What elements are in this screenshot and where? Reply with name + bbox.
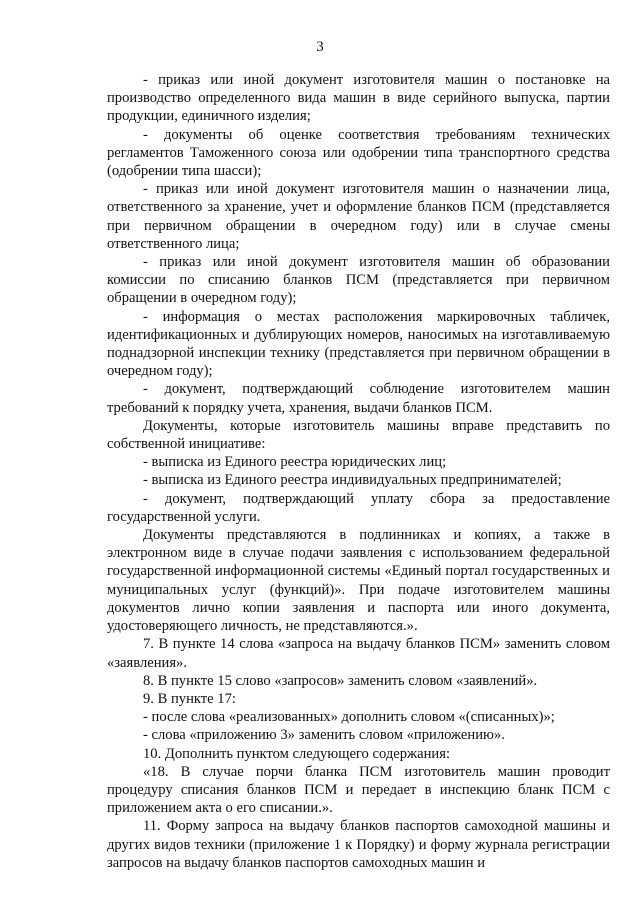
paragraph: 10. Дополнить пунктом следующего содержания: xyxy=(143,745,450,762)
paragraph: 9. В пункте 17: xyxy=(143,690,236,707)
paragraph: - после слова «реализованных» дополнить словом «(списанных)»; xyxy=(143,709,555,726)
paragraph: «18. В случае порчи бланка ПСМ изготовитель машин проводит процедуру списания бланков ПСМ и передает в инспекцию бланк ПСМ с приложением акта о его списании.». xyxy=(107,763,610,817)
paragraph: - приказ или иной документ изготовителя машин о постановке на производство определенного вида машин в виде серийного выпуска, партии продукции, единичного изделия; xyxy=(107,72,610,125)
paragraph: - информация о местах расположения маркировочных табличек, идентификационных и дублирующих номеров, наносимых на изготавливаемую поднадзорной инспекции технику (представляется при первичном обращении в очередном году); xyxy=(107,308,610,380)
paragraph: - выписка из Единого реестра юридических лиц; xyxy=(143,454,447,471)
paragraph: - документ, подтверждающий соблюдение изготовителем машин требований к порядку учета, хранения, выдачи бланков ПСМ. xyxy=(107,381,610,416)
paragraph: - приказ или иной документ изготовителя машин об образовании комиссии по списанию бланков ПСМ (представляется при первичном обращении в очередном году); xyxy=(107,254,610,307)
paragraph: 7. В пункте 14 слова «запроса на выдачу бланков ПСМ» заменить словом «заявления». xyxy=(107,636,610,671)
paragraph: Документы, которые изготовитель машины вправе представить по собственной инициативе: xyxy=(107,417,610,453)
paragraph: - документы об оценке соответствия требованиям технических регламентов Таможенного союза или одобрении типа транспортного средства (одобрении типа шасси); xyxy=(107,126,610,180)
paragraph: 11. Форму запроса на выдачу бланков паспортов самоходной машины и других видов техники (приложение 1 к Порядку) и форму журнала регистрации запросов на выдачу бланков паспортов самоходных машин и xyxy=(107,818,610,871)
paragraph: - документ, подтверждающий уплату сбора за предоставление государственной услуги. xyxy=(107,490,610,525)
paragraph: - слова «приложению 3» заменить словом «приложению». xyxy=(143,727,505,744)
document-body xyxy=(107,71,610,872)
paragraph: - приказ или иной документ изготовителя машин о назначении лица, ответственного за хранение, учет и оформление бланков ПСМ (представляется при первичном обращении в очередном году) или в случае смены ответственного лица; xyxy=(107,181,610,252)
page-number: 3 xyxy=(316,39,324,55)
paragraph: - выписка из Единого реестра индивидуальных предпринимателей; xyxy=(143,472,562,489)
paragraph: 8. В пункте 15 слово «запросов» заменить словом «заявлений». xyxy=(143,672,538,689)
paragraph: Документы представляются в подлинниках и копиях, а также в электронном виде в случае подачи заявления с использованием федеральной государственной информационной системы «Единый портал государственных и муниципальных услуг (функций)». При подаче изготовителем машины документов лично копии заявления и паспорта или иного документа, удостоверяющего личность, не представляются.». xyxy=(107,527,610,635)
